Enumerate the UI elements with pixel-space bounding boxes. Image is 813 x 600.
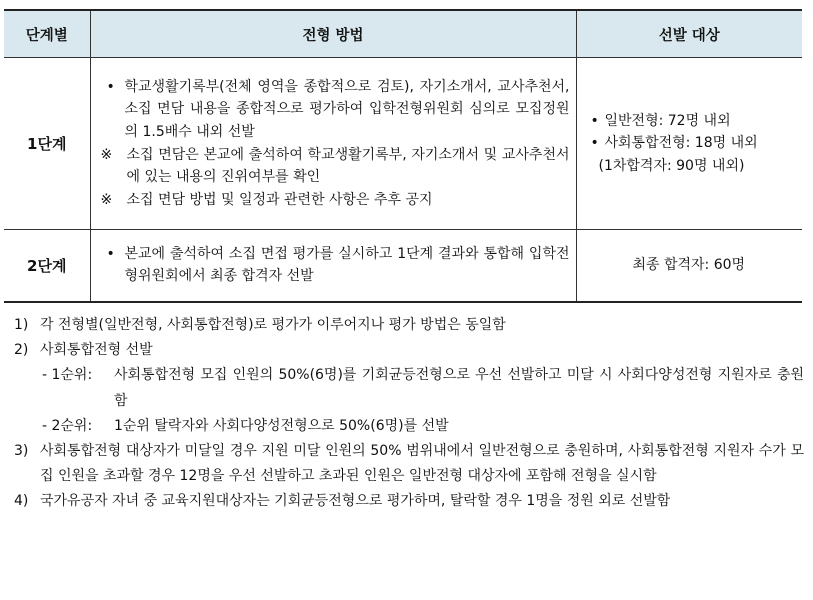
footnote-number: 1): [14, 317, 29, 333]
note-marker: ※: [100, 146, 113, 163]
stage-1-target-item: [591, 132, 802, 155]
bullet-marker: •: [590, 135, 599, 152]
header-method: 전형 방법: [90, 10, 576, 58]
footnote-item: [14, 489, 804, 514]
stage-2-bullet-text: 본교에 출석하여 소집 면접 평가를 실시하고 1단계 결과와 통합해 입학전형위원회에서 최종 합격자 선발: [124, 245, 570, 285]
stage-1-target-item: [591, 110, 802, 133]
stage-1-target-text: 일반전형: 72명 내외: [604, 112, 731, 129]
stage-2-bullet: [101, 243, 570, 288]
note-marker: ※: [100, 191, 113, 208]
footnote-subitem: [14, 414, 804, 439]
footnote-number: 2): [14, 342, 29, 359]
stage-1-bullet-text: 학교생활기록부(전체 영역을 종합적으로 검토), 자기소개서, 교사추천서, 소집 면담 내용을 종합적으로 평가하여 입학전형위원회 심의로 모집정원의 1.5배수 내외 선발: [124, 78, 570, 140]
bullet-marker: •: [106, 245, 115, 262]
footnote-text: 사회통합전형 대상자가 미달일 경우 지원 미달 인원의 50% 범위내에서 일반전형으로 충원하며, 사회통합전형 지원자 수가 모집 인원을 초과할 경우 12명을 우선 선발하고 초과된 인원은 일반전형 대상자에 포함해 전형을 실시함: [40, 443, 804, 485]
stage-2-target: 최종 합격자: 60명: [576, 230, 802, 302]
stage-1-label: 1단계: [4, 58, 90, 230]
stage-1-note-text: 소집 면담 방법 및 일정과 관련한 사항은 추후 공지: [126, 191, 433, 208]
stage-1-target-text: 사회통합전형: 18명 내외: [604, 135, 758, 152]
bullet-marker: •: [590, 112, 599, 129]
footnote-sub-label: - 1순위:: [42, 367, 93, 384]
footnote-sub-text: 1순위 탈락자와 사회다양성전형으로 50%(6명)를 선발: [114, 417, 449, 434]
header-target: 선발 대상: [576, 10, 802, 58]
footnotes: [14, 313, 804, 515]
stage-1-method: [90, 58, 576, 230]
footnote-subitem: [14, 363, 804, 413]
stage-2-label: 2단계: [4, 230, 90, 302]
stage-1-target: [576, 58, 802, 230]
footnote-text: 각 전형별(일반전형, 사회통합전형)로 평가가 이루어지나 평가 방법은 동일함: [40, 317, 506, 333]
footnote-item: [14, 439, 804, 489]
stage-2-method: [90, 230, 576, 302]
stage-1-note: [101, 189, 570, 212]
footnote-item: [14, 338, 804, 363]
bullet-marker: •: [106, 78, 115, 95]
stage-1-bullet: [101, 76, 570, 144]
footnote-text: 사회통합전형 선발: [40, 342, 153, 359]
stage-1-target-note: (1차합격자: 90명 내외): [598, 157, 745, 174]
table-row-stage-1: [4, 58, 802, 230]
table-header-row: [4, 10, 802, 58]
footnote-text: 국가유공자 자녀 중 교육지원대상자는 기회균등전형으로 평가하며, 탈락할 경우 1명을 정원 외로 선발함: [40, 493, 671, 510]
admission-stage-table: [4, 9, 802, 303]
footnote-number: 3): [14, 443, 29, 460]
header-stage: 단계별: [4, 10, 90, 58]
footnote-sub-label: - 2순위:: [42, 417, 93, 434]
table-row-stage-2: [4, 230, 802, 302]
footnote-number: 4): [14, 493, 29, 510]
footnote-sub-text: 사회통합전형 모집 인원의 50%(6명)를 기회균등전형으로 우선 선발하고 미달 시 사회다양성전형 지원자로 충원함: [114, 367, 804, 409]
footnote-item: [14, 313, 804, 338]
stage-1-note: [101, 144, 570, 189]
stage-1-note-text: 소집 면담은 본교에 출석하여 학교생활기록부, 자기소개서 및 교사추천서에 있는 내용의 진위여부를 확인: [126, 146, 570, 186]
